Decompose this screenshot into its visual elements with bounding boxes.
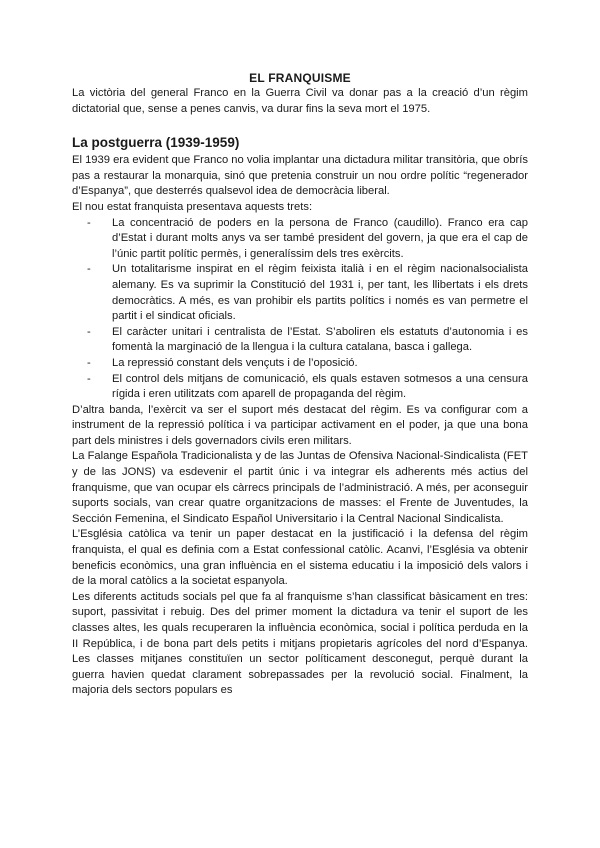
paragraph-social-attitudes: Les diferents actituds socials pel que fa al franquisme s’han classificat bàsicament en tres: suport, passivitat i rebuig. Des del primer moment la dictadura va tenir el suport de les classes altes, les quals recuperaren la influència econòmica, social i política perduda en la II República, i de bona part dels petits i mitjans propietaris agrícoles del nord d’Espanya. Les classes mitjanes constituïen un sector políticament desconegut, perquè durant la guerra havien quedat clarament sobrepassades per la revolució social. Finalment, la majoria dels sectors populars es [72, 590, 528, 697]
list-item: - El caràcter unitari i centralista de l’Estat. S’aboliren els estatuts d’autonomia i es fomentà la marginació de la llengua i la cultura catalana, basca i gallega. [86, 325, 528, 356]
paragraph-army: D’altra banda, l’exèrcit va ser el suport més destacat del règim. Es va configurar com a instrument de la repressió política i va participar activament en el poder, ja que una bona part dels ministres i dels governadors civils eren militars. [72, 403, 528, 447]
document-body [72, 70, 528, 699]
traits-list [72, 216, 528, 403]
list-item: - El control dels mitjans de comunicació, els quals estaven sotmesos a una censura rígida i eren utilitzats com aparell de propaganda del règim. [86, 372, 528, 403]
section-heading: La postguerra (1939-1959) [72, 135, 240, 151]
document-title: EL FRANQUISME [249, 71, 351, 85]
list-item: - La concentració de poders en la persona de Franco (caudillo). Franco era cap d’Estat i durant molts anys va ser també president del govern, ja que era el cap de l’únic partit polític permès, i generalíssim dels tres exèrcits. [86, 216, 528, 263]
intro-paragraph: La victòria del general Franco en la Guerra Civil va donar pas a la creació d’un règim dictatorial que, sense a penes canvis, va durar fins la seva mort el 1975. [72, 87, 528, 115]
paragraph-church: L’Església catòlica va tenir un paper destacat en la justificació i la defensa del règim franquista, el qual es definia com a Estat confessional catòlic. Acanvi, l’Església va obtenir beneficis econòmics, una gran influència en el sistema educatiu i la imposició dels valors i de la moral catòlics a la societat espanyola. [72, 528, 528, 588]
list-item: - La repressió constant dels vençuts i de l’oposició. [86, 356, 528, 372]
paragraph-falange: La Falange Española Tradicionalista y de las Juntas de Ofensiva Nacional-Sindicalista (FET y de las JONS) va esdevenir el partit únic i va integrar els adherents més actius del franquisme, que van ocupar els càrrecs principals de l’administració. A més, per aconseguir suports socials, van crear quatre organitzacions de masses: el Frente de Juventudes, la Sección Femenina, el Sindicato Español Universitario i la Central Nacional Sindicalista. [72, 450, 528, 525]
paragraph-traits-intro: El nou estat franquista presentava aquests trets: [72, 200, 313, 213]
list-item: - Un totalitarisme inspirat en el règim feixista italià i en el règim nacionalsocialista alemany. Es va suprimir la Constitució del 1931 i, per tant, les llibertats i els drets democràtics. A més, es van prohibir els partits polítics i només es van permetre el partit i el sindicat oficials. [86, 262, 528, 324]
paragraph-context: El 1939 era evident que Franco no volia implantar una dictadura militar transitòria, que obrís pas a restaurar la monarquia, sinó que pretenia construir un nou ordre polític “regenerador d’Espanya”, que desterrés qualsevol idea de democràcia liberal. [72, 154, 528, 198]
